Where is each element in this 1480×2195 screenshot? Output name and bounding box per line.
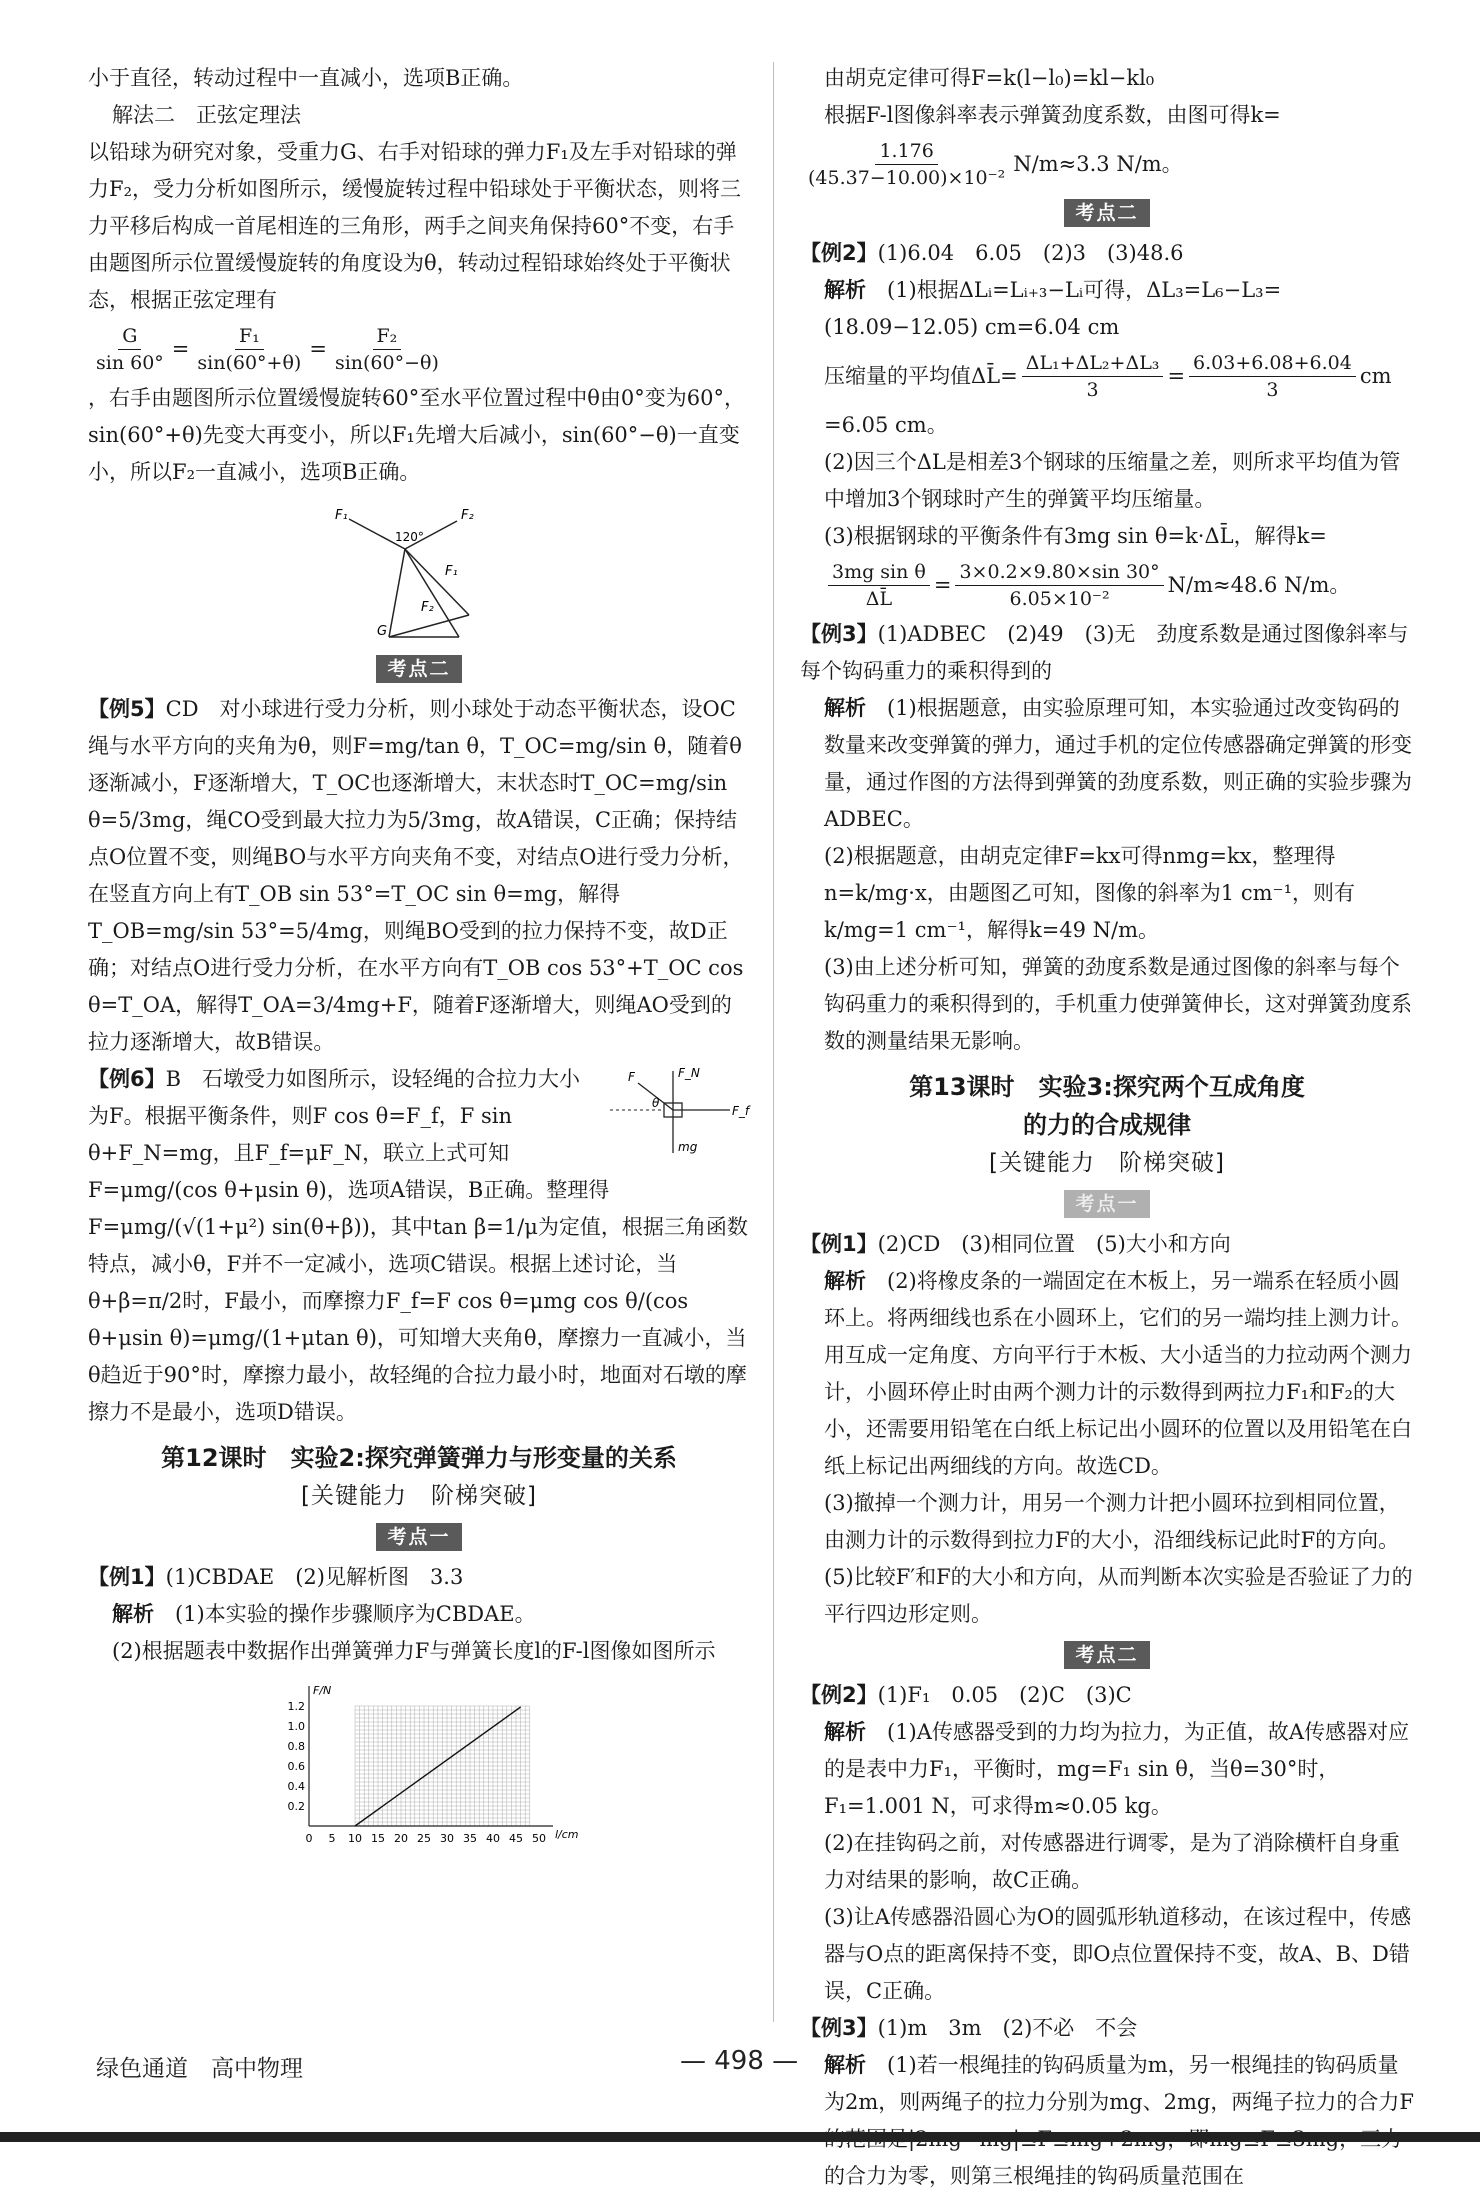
- analysis-tag: 解析: [824, 278, 866, 302]
- paragraph: (3)撤掉一个测力计，用另一个测力计把小圆环拉到相同位置，由测力计的示数得到拉力F的大小，沿细线标记此时F的方向。: [824, 1491, 1400, 1552]
- example-3b: [800, 2010, 1414, 2047]
- example-text: (1)ADBEC (2)49 (3)无 劲度系数是通过图像斜率与每个钩码重力的乘积得到的: [800, 622, 1409, 683]
- text-line: 根据F-l图像斜率表示弹簧劲度系数，由图可得k=: [824, 103, 1281, 127]
- analysis: [800, 272, 1414, 346]
- text-line: 由胡克定律可得F=k(l−l₀)=kl−kl₀: [824, 66, 1155, 90]
- x-tick-label: 30: [440, 1832, 454, 1845]
- numerator: 1.176: [875, 138, 937, 165]
- y-tick-label: 0.8: [287, 1740, 305, 1753]
- stone-force-figure: [600, 1065, 750, 1161]
- analysis: [800, 690, 1414, 838]
- paragraph: 以铅球为研究对象，受重力G、右手对铅球的弹力F₁及左手对铅球的弹力F₂，受力分析如图所示，缓慢旋转过程中铅球处于平衡状态，则将三力平移后构成一首尾相连的三角形，两手之间夹角保持60°不变，右手由题图所示位置缓慢旋转的角度设为θ，转动过程铅球始终处于平衡状态，根据正弦定理有: [88, 140, 741, 312]
- label-f1: F₁: [335, 508, 348, 523]
- label-g: G: [377, 624, 388, 639]
- paragraph: (5)比较F′和F的大小和方向，从而判断本次实验是否验证了力的平行四边形定则。: [824, 1565, 1413, 1626]
- example-3: [800, 616, 1414, 690]
- bottom-edge: [0, 2132, 1480, 2142]
- lesson-13-title: 第13课时 实验3:探究两个互成角度: [909, 1073, 1305, 1101]
- unit: cm: [1359, 364, 1392, 388]
- fraction: [828, 559, 930, 612]
- example-text: CD 对小球进行受力分析，则小球处于动态平衡状态，设OC绳与水平方向的夹角为θ，则F=mg/tan θ，T_OC=mg/sin θ，随着θ逐渐减小，F逐渐增大，T_OC也逐渐增大，末状态时T_OC=mg/sin θ=5/3mg，绳CO受到最大拉力为5/3mg，故A错误，C正确；保持结点O位置不变，则绳BO与水平方向夹角不变，对结点O进行受力分析，在竖直方向上有T_OB sin 53°=T_OC sin θ=mg，解得T_OB=mg/sin 53°=5/4mg，则绳BO受到的拉力保持不变，故D正确；对结点O进行受力分析，在水平方向有T_OB cos 53°+T_OC cos θ=T_OA，解得T_OA=3/4mg+F，随着F逐渐增大，则绳AO受到的拉力逐渐增大，故B错误。: [88, 697, 744, 1054]
- column-divider: [773, 62, 774, 2022]
- y-axis-label: F/N: [313, 1684, 332, 1697]
- example-5: [88, 691, 750, 1061]
- label-theta: θ: [652, 1096, 660, 1110]
- paragraph: (3)让A传感器沿圆心为O的圆弧形轨道移动，在该过程中，传感器与O点的距离保持不变，即O点位置保持不变，故A、B、D错误，C正确。: [824, 1905, 1412, 2003]
- equation-tail: N/m≈3.3 N/m。: [1013, 152, 1183, 176]
- example-1: [88, 1559, 750, 1596]
- fraction: [955, 559, 1163, 612]
- numerator: 3×0.2×9.80×sin 30°: [955, 559, 1163, 586]
- fraction: [1189, 350, 1356, 403]
- numerator: 6.03+6.08+6.04: [1189, 350, 1356, 377]
- text-line: 小于直径，转动过程中一直减小，选项B正确。: [88, 66, 524, 90]
- x-axis-label: l/cm: [555, 1828, 579, 1841]
- g-vector: [389, 549, 405, 637]
- section-badge: 考点二: [1064, 199, 1150, 227]
- paragraph: (3)由上述分析可知，弹簧的劲度系数是通过图像的斜率与每个钩码重力的乘积得到的，手机重力使弹簧伸长，这对弹簧劲度系数的测量结果无影响。: [824, 955, 1412, 1053]
- fraction: [92, 323, 168, 376]
- denominator: 3: [1266, 379, 1279, 401]
- paragraph: ，右手由题图所示位置缓慢旋转60°至水平位置过程中θ由0°变为60°，sin(60°+θ)先变大再变小，所以F₁先增大后减小，sin(60°−θ)一直变小，所以F₂一直减小，选项B正确。: [88, 386, 745, 484]
- denominator: sin 60°: [96, 352, 164, 374]
- example-tag: 【例2】: [800, 1683, 878, 1707]
- f-l-chart: [269, 1676, 579, 1856]
- fraction: [804, 138, 1009, 191]
- example-1b: [800, 1226, 1414, 1263]
- left-column: [88, 60, 750, 1862]
- resultant: [405, 549, 459, 637]
- section-badge: 考点一: [1064, 1190, 1150, 1218]
- analysis-tag: 解析: [824, 2053, 866, 2077]
- lesson-12-subtitle: [关键能力 阶梯突破]: [301, 1483, 537, 1509]
- k-equation: $\frac{\text{3mg sin θ}}{\Delta L̄}$ = $\frac{3\times 0.2\times 9.80\times\sin 30^\circ}{\text{6.05×10⁻²}}$ N/m≈48.6 N/m。: [800, 559, 1414, 612]
- example-tag: 【例2】: [800, 241, 878, 265]
- analysis-tag: 解析: [824, 696, 866, 720]
- text-line: =6.05 cm。: [824, 413, 948, 437]
- denominator: sin(60°−θ): [334, 352, 439, 374]
- paragraph: (2)因三个ΔL是相差3个钢球的压缩量之差，则所求平均值为管中增加3个钢球时产生的弹簧平均压缩量。: [824, 450, 1401, 511]
- top-edge: [0, 0, 1480, 10]
- numerator: G: [118, 323, 141, 350]
- page-number: — 498 —: [680, 2046, 799, 2076]
- section-badge: 考点二: [1064, 1641, 1150, 1669]
- example-tag: 【例3】: [800, 622, 878, 646]
- lesson-13-title-line2: 的力的合成规律: [1023, 1111, 1191, 1139]
- y-tick-label: 0.6: [287, 1760, 305, 1773]
- x-tick-label: 15: [371, 1832, 385, 1845]
- denominator: (45.37−10.00)×10⁻²: [808, 167, 1006, 189]
- analysis-text: (1)根据ΔLᵢ=Lᵢ₊₃−Lᵢ可得，ΔL₃=L₆−L₃=(18.09−12.05) cm=6.04 cm: [824, 278, 1282, 339]
- slope-equation: [800, 138, 1414, 191]
- example-text: B 石墩受力如图所示，设轻绳的合拉力大小为F。根据平衡条件，则F cos θ=F_f，F sin θ+F_N=mg，且F_f=μF_N，联立上式可知F=μmg/(cos θ+μsin θ)，选项A错误，B正确。整理得F=μmg/(√(1+μ²) sin(θ+β))，其中tan β=1/μ为定值，根据三角函数特点，减小θ，F并不一定减小，选项C错误。根据上述讨论，当θ+β=π/2时，F最小，而摩擦力F_f=F cos θ=μmg cos θ/(cos θ+μsin θ)=μmg/(1+μtan θ)，可知增大夹角θ，摩擦力一直减小，当θ趋近于90°时，摩擦力最小，故轻绳的合拉力最小时，地面对石墩的摩擦力不是最小，选项D错误。: [88, 1067, 748, 1424]
- y-tick-label: 1.0: [287, 1720, 305, 1733]
- label-mg: mg: [678, 1140, 698, 1154]
- y-tick-label: 0.4: [287, 1780, 305, 1793]
- label-f1b: F₁: [445, 564, 458, 579]
- example-text: (1)m 3m (2)不必 不会: [877, 2016, 1138, 2040]
- example-tag: 【例1】: [800, 1232, 878, 1256]
- x-tick-label: 50: [532, 1832, 546, 1845]
- numerator: F₂: [373, 323, 402, 350]
- right-column: [800, 60, 1414, 2195]
- example-tag: 【例1】: [88, 1565, 166, 1589]
- x-tick-label: 45: [509, 1832, 523, 1845]
- lesson-12-title: 第12课时 实验2:探究弹簧弹力与形变量的关系: [161, 1444, 677, 1472]
- analysis-text: (1)若一根绳挂的钩码质量为m，另一根绳挂的钩码质量为2m，则两绳子的拉力分别为mg、2mg，两绳子拉力的合力F 的合力为零，则第三根绳挂的钩码质量范围在: [824, 2053, 1414, 2188]
- paragraph: (2)在挂钩码之前，对传感器进行调零，是为了消除横杆自身重力对结果的影响，故C正确。: [824, 1831, 1400, 1892]
- example-text: (2)CD (3)相同位置 (5)大小和方向: [877, 1232, 1231, 1256]
- x-tick-label: 40: [486, 1832, 500, 1845]
- analysis-tag: 解析: [112, 1602, 154, 1626]
- paragraph: (3)根据钢球的平衡条件有3mg sin θ=k·ΔL̄，解得k=: [824, 524, 1327, 548]
- x-tick-label: 10: [348, 1832, 362, 1845]
- label-f: F: [628, 1070, 635, 1084]
- analysis: [800, 1714, 1414, 1825]
- denominator: sin(60°+θ): [197, 352, 302, 374]
- equation-tail: N/m≈48.6 N/m。: [1167, 573, 1351, 597]
- label-fn: F_N: [678, 1066, 700, 1080]
- section-badge: 考点二: [376, 655, 462, 683]
- section-badge: 考点一: [376, 1523, 462, 1551]
- x-tick-label: 25: [417, 1832, 431, 1845]
- analysis: [800, 2047, 1414, 2195]
- mean-equation: 压缩量的平均值ΔL̄= $\frac{\text{ΔL₁+ΔL₂+ΔL₃}}{3}$ = $\frac{6.03+6.08+6.04}{3}$ cm: [824, 352, 1392, 401]
- denominator: ΔL̄: [865, 588, 893, 610]
- example-text: (1)F₁ 0.05 (2)C (3)C: [877, 1683, 1132, 1707]
- paragraph: (2)根据题意，由胡克定律F=kx可得nmg=kx，整理得n=k/mg·x，由题图乙可知，图像的斜率为1 cm⁻¹，则有k/mg=1 cm⁻¹，解得k=49 N/m。: [824, 844, 1356, 942]
- example-2b: [800, 1677, 1414, 1714]
- analysis-text: (2)根据题表中数据作出弹簧弹力F与弹簧长度l的F-l图像如图所示: [112, 1639, 716, 1663]
- example-text: (1)CBDAE (2)见解析图 3.3: [165, 1565, 464, 1589]
- example-tag: 【例5】: [88, 697, 166, 721]
- numerator: 3mg sin θ: [828, 559, 930, 586]
- label-f2b: F₂: [421, 600, 434, 615]
- sine-law-equation: $\frac{G}{\sin 60^\circ}$ = $\frac{\text{F₁}}{\sin(60^\circ+\theta)}$ = $\frac{\text{F₂}}{\sin(60^\circ-\theta)}$: [88, 323, 750, 376]
- x-tick-label: 35: [463, 1832, 477, 1845]
- x-tick-label: 5: [328, 1832, 336, 1845]
- example-2: [800, 235, 1414, 272]
- lesson-13-subtitle: [关键能力 阶梯突破]: [989, 1150, 1225, 1176]
- numerator: F₁: [235, 323, 264, 350]
- y-tick-label: 1.2: [287, 1700, 305, 1713]
- example-text: (1)6.04 6.05 (2)3 (3)48.6: [877, 241, 1184, 265]
- analysis-tag: 解析: [824, 1720, 866, 1744]
- x-tick-label: 0: [305, 1832, 313, 1845]
- fraction: [1022, 350, 1164, 403]
- example-tag: 【例6】: [88, 1067, 166, 1091]
- fraction: [193, 323, 305, 376]
- numerator: ΔL₁+ΔL₂+ΔL₃: [1022, 350, 1164, 377]
- fraction: [331, 323, 443, 376]
- x-tick-label: 20: [394, 1832, 408, 1845]
- label-f2: F₂: [461, 508, 474, 523]
- label-ff: F_f: [732, 1104, 750, 1118]
- f1-shifted: [405, 549, 469, 615]
- force-triangle-figure: [309, 497, 529, 647]
- analysis: [800, 1263, 1414, 1485]
- example-tag: 【例3】: [800, 2016, 878, 2040]
- analysis-text: (2)将橡皮条的一端固定在木板上，另一端系在轻质小圆环上。将两细线也系在小圆环上，它们的另一端均挂上测力计。用互成一定角度、方向平行于木板、大小适当的力拉动两个测力计，小圆环停止时由两个测力计的示数得到两拉力F₁和F₂的大小，还需要用铅笔在白纸上标记出小圆环的位置以及用铅笔在白纸上标记出两细线的方向。故选CD。: [824, 1269, 1412, 1478]
- equation-prefix: 压缩量的平均值ΔL̄=: [824, 364, 1018, 388]
- analysis-text: (1)A传感器受到的力均为拉力，为正值，故A传感器对应的是表中力F₁，平衡时，mg=F₁ sin θ，当θ=30°时，F₁=1.001 N，可求得m≈0.05 kg。: [824, 1720, 1410, 1818]
- denominator: 6.05×10⁻²: [1009, 588, 1110, 610]
- label-angle: 120°: [395, 530, 424, 544]
- analysis: [88, 1596, 750, 1633]
- analysis-tag: 解析: [824, 1269, 866, 1293]
- book-title: 绿色通道 高中物理: [96, 2056, 303, 2082]
- denominator: 3: [1086, 379, 1099, 401]
- analysis-text: (1)本实验的操作步骤顺序为CBDAE。: [175, 1602, 536, 1626]
- example-6-block: [88, 1061, 750, 1431]
- analysis-text: (1)根据题意，由实验原理可知，本实验通过改变钩码的数量来改变弹簧的弹力，通过手机的定位传感器确定弹簧的形变量，通过作图的方法得到弹簧的劲度系数，则正确的实验步骤为ADBEC。: [824, 696, 1412, 831]
- method-heading: 解法二 正弦定理法: [112, 103, 301, 127]
- y-tick-label: 0.2: [287, 1800, 305, 1813]
